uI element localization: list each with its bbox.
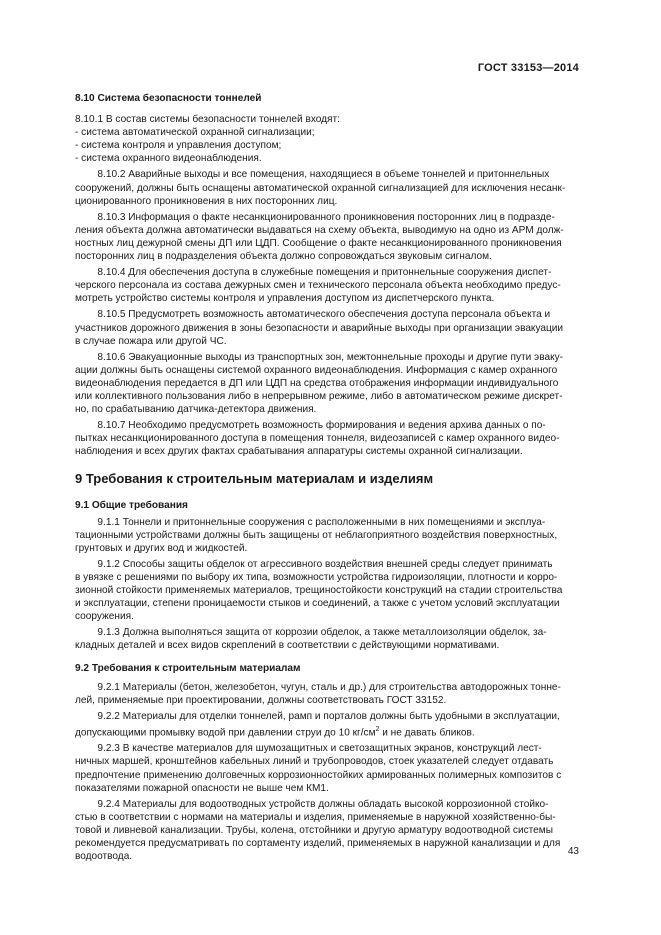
line: 8.10.5 Предусмотреть возможность автоматического обеспечения доступа персонала объекта и	[75, 309, 551, 321]
section-8-10-title: 8.10 Система безопасности тоннелей	[75, 93, 262, 104]
line: посторонних лиц в подразделения объекта должно сопровождаться звуковым сигналом.	[75, 251, 492, 263]
line: 9.2.3 В качестве материалов для шумозащитных и светозащитных экранов, конструкций лест-	[75, 743, 542, 755]
line: 9.1.3 Должна выполняться защита от коррозии обделок, а также металлоизоляции обделок, за-	[75, 627, 547, 639]
para-8-10-1: 8.10.1 В состав системы безопасности тоннелей входят:	[75, 114, 340, 126]
line: лей, применяемые при проектировании, должны соответствовать ГОСТ 33152.	[75, 694, 447, 706]
para-9-2-3	[75, 742, 581, 794]
line: сооружений, должны быть оснащены автоматической охранной сигнализацией для исключения несанк-	[75, 182, 566, 194]
list-item: - система контроля и управления доступом;	[75, 140, 282, 152]
line: предпочтение применению долговечных коррозионностойких армированных полимерных композитов с	[75, 769, 562, 781]
section-9-1-title: 9.1 Общие требования	[75, 499, 188, 511]
para-9-2-4	[75, 798, 581, 863]
para-8-10-3	[75, 211, 581, 263]
line: 9.2.4 Материалы для водоотводных устройств должны обладать высокой коррозионной стойко-	[75, 798, 549, 810]
line: 8.10.3 Информация о факте несанкционированного проникновения посторонних лиц в подразде-	[75, 211, 555, 223]
list-item: - система охранного видеонаблюдения.	[75, 153, 262, 165]
line: товой и ливневой канализации. Трубы, колена, отстойники и другую арматуру водоотводной системы	[75, 824, 553, 836]
line: зионной стойкости применяемых материалов, трещиностойкости конструкций на стадии строительства	[75, 585, 563, 597]
line: и эксплуатации, степени проницаемости стыков и соединений, а также с учетом условий эксплуатации	[75, 598, 560, 610]
line: ничных маршей, кронштейнов кабельных линий и трубопроводов, стоек указателей следует отдавать	[75, 756, 554, 768]
section-9-title: 9 Требования к строительным материалам и изделиям	[75, 471, 434, 487]
section-9-2-title: 9.2 Требования к строительным материалам	[75, 662, 301, 674]
line: ностных лиц дежурной смены ДП или ЦДП. Сообщение о факте несанкционированного проникновения	[75, 237, 562, 249]
para-8-10-4	[75, 266, 581, 305]
line: ционированного проникновения в них посторонних лиц.	[75, 195, 338, 207]
line: 9.1.2 Способы защиты обделок от агрессивного воздействия внешней среды следует принимать	[75, 558, 553, 570]
line: стью в соответствии с нормами на материалы и изделия, применяемые в наружной хозяйственно-бы-	[75, 811, 556, 823]
line: но, по срабатыванию датчика-детектора движения.	[75, 404, 317, 416]
line: 9.2.2 Материалы для отделки тоннелей, рамп и порталов должны быть удобными в эксплуатации,	[75, 710, 560, 722]
line: мотреть устройство системы контроля и управления доступом из диспетчерского пункта.	[75, 293, 495, 305]
line: водоотвода.	[75, 851, 133, 863]
line: участников дорожного движения в зоны безопасности и аварийные выходы при организации эвакуации	[75, 322, 564, 334]
para-9-1-3	[75, 626, 581, 652]
line: допускающими промывку водой при давлении струи до 10 кг/см	[75, 727, 376, 739]
line: ления объекта должна автоматически выдаваться на схему объекта, выводимую на одно из АРМ долж-	[75, 224, 564, 236]
line: 9.2.1 Материалы (бетон, железобетон, чугун, сталь и др.) для строительства автодорожных тонне-	[75, 681, 561, 693]
para-9-1-2	[75, 558, 581, 623]
line: пытках несанкционированного доступа в помещения тоннеля, видеозаписей с камер охранного видео-	[75, 433, 560, 445]
para-8-10-6	[75, 351, 581, 416]
line: показателями пожарной опасности не выше чем КМ1.	[75, 782, 329, 794]
line: 8.10.4 Для обеспечения доступа в служебные помещения и притоннельные сооружения диспет-	[75, 267, 552, 279]
line: видеонаблюдения передается в ДП или ЦДП на средства отображения информации индивидуального	[75, 377, 559, 389]
line: ации должны быть оснащены системой охранного видеонаблюдения. Информация с камер охранного	[75, 364, 558, 376]
line: или коллективного пользования либо в непрерывном режиме, либо в автоматическом режиме дискрет-	[75, 390, 563, 402]
line: грунтовых и других вод и жидкостей.	[75, 542, 248, 554]
para-8-10-5	[75, 308, 581, 347]
para-9-2-1	[75, 681, 581, 707]
line: черского персонала из состава дежурных смен и технического персонала объекта необходимо предус-	[75, 280, 561, 292]
line: в случае пожара или другой ЧС.	[75, 335, 227, 347]
page-number: 43	[567, 846, 579, 857]
line: кладных деталей и всех видов скреплений в соответствии с действующими нормативами.	[75, 640, 500, 652]
para-8-10-2	[75, 168, 581, 207]
page-content	[75, 92, 581, 866]
para-9-1-1	[75, 516, 581, 555]
para-8-10-7	[75, 419, 581, 458]
line: и не давать бликов.	[379, 727, 475, 739]
line: в увязке с решениями по выбору их типа, возможности устройства гидроизоляции, плотности и корро-	[75, 572, 558, 583]
line: 9.1.1 Тоннели и притоннельные сооружения с расположенными в них помещениями и эксплуа-	[75, 516, 546, 528]
line: наблюдения и всех других фактах срабатывания аппаратуры системы охранной сигнализации.	[75, 446, 523, 458]
superscript: 2	[375, 725, 380, 733]
list-item: - система автоматической охранной сигнализации;	[75, 127, 315, 139]
line: 8.10.6 Эвакуационные выходы из транспортных зон, межтоннельные проходы и другие пути эваку-	[75, 351, 564, 363]
document-id: ГОСТ 33153—2014	[477, 62, 579, 74]
line: 8.10.7 Необходимо предусмотреть возможность формирования и ведения архива данных о по-	[75, 420, 546, 432]
line: сооружения.	[75, 611, 134, 623]
para-9-2-2	[75, 710, 581, 740]
line: рекомендуется предусматривать по сортаменту изделий, применяемых в наружной канализации и для	[75, 838, 561, 850]
line: 8.10.2 Аварийные выходы и все помещения, находящиеся в объеме тоннелей и притоннельных	[75, 169, 550, 181]
line: тационными устройствами должны быть защищены от неблагоприятного воздействия поверхностных,	[75, 529, 558, 541]
